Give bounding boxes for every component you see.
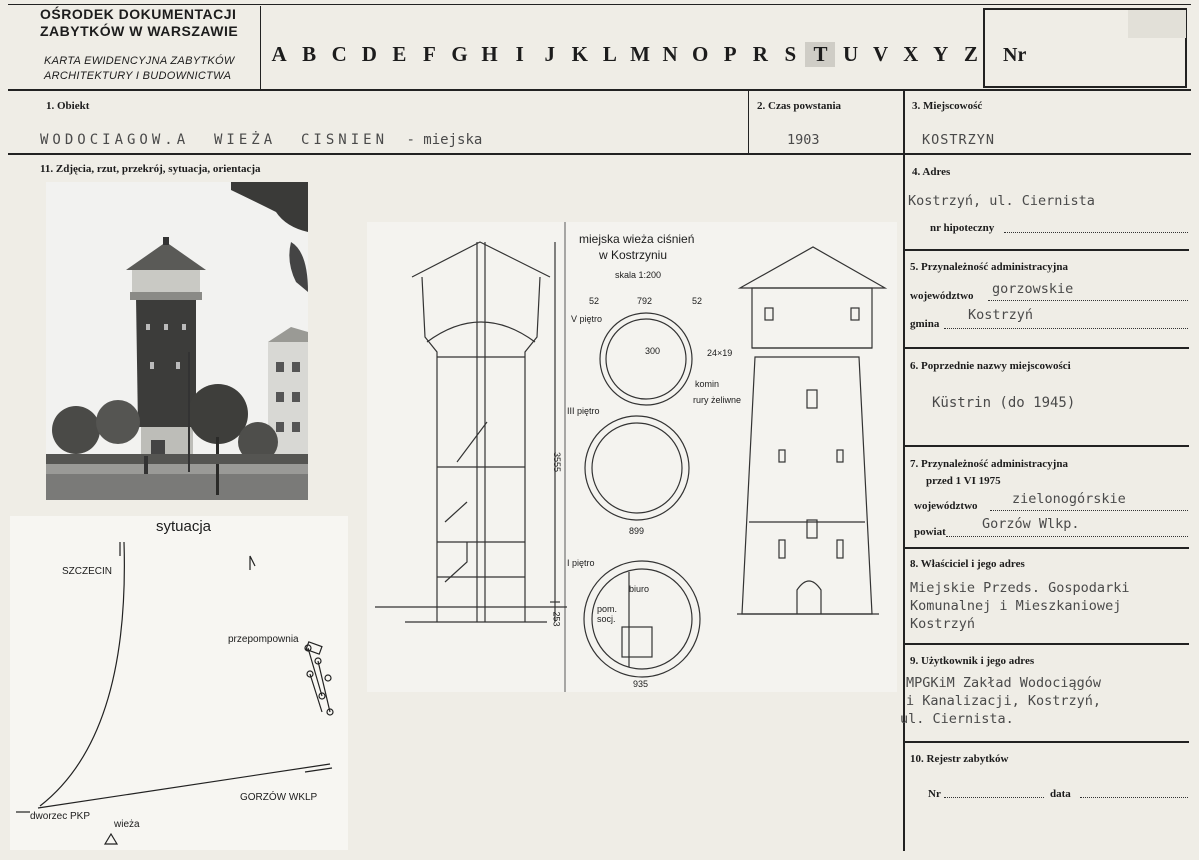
dim-top-right: 52 <box>692 296 703 306</box>
index-letter: F <box>423 42 436 66</box>
index-letter: H <box>481 42 498 66</box>
org-line2: ZABYTKÓW W WARSZAWIE <box>40 23 239 39</box>
wlasciciel-value <box>910 579 1129 633</box>
wlasciciel-line1: Miejskie Przeds. Gospodarki <box>910 580 1130 596</box>
sep-6 <box>905 445 1189 447</box>
powiat-line <box>946 536 1188 537</box>
gorzow-label: GORZÓW WKLP <box>240 792 318 803</box>
sep-5 <box>905 347 1189 349</box>
rejestr-nr-label: Nr <box>928 788 941 800</box>
obiekt-label: 1. Obiekt <box>46 100 90 112</box>
drawing-title2: w Kostrzyniu <box>599 248 668 262</box>
index-letter: K <box>571 42 588 66</box>
przepompownia-label: przepompownia <box>228 634 299 645</box>
index-letter: G <box>451 42 468 66</box>
poprzednie-value: Küstrin (do 1945) <box>932 395 1076 411</box>
sep-8 <box>905 643 1189 645</box>
pom-soc-label <box>597 604 617 624</box>
org-title <box>40 6 238 40</box>
floor5-label: V piętro <box>571 314 603 324</box>
org-line1: OŚRODEK DOKUMENTACJI <box>40 6 237 22</box>
rejestr-data-label: data <box>1050 788 1071 800</box>
index-letter: U <box>842 42 859 66</box>
uzytkownik-label: 9. Użytkownik i jego adres <box>910 655 1035 667</box>
uzytkownik-line2: i Kanalizacji, Kostrzyń, <box>906 693 1102 709</box>
nr-hipoteczny-line <box>1004 232 1188 233</box>
dim-24x19: 24×19 <box>707 348 733 358</box>
sep-4 <box>905 249 1189 251</box>
nr-hipoteczny-label: nr hipoteczny <box>930 222 995 234</box>
obiekt-main: WODOCIAGOW.A WIEŻA CISNIEN <box>40 132 389 148</box>
index-letter: N <box>662 42 678 66</box>
floor1-label: I piętro <box>567 558 595 568</box>
technical-drawing-image <box>367 222 897 692</box>
rejestr-nr-line <box>944 797 1044 798</box>
zdjecia-label: 11. Zdjęcia, rzut, przekrój, sytuacja, orientacja <box>40 163 261 175</box>
index-letter: X <box>903 42 919 66</box>
poprzednie-label: 6. Poprzednie nazwy miejscowości <box>910 360 1071 372</box>
przynaleznosc-label: 5. Przynależność administracyjna <box>910 261 1068 273</box>
wieza-label: wieża <box>114 819 140 830</box>
index-letter: O <box>691 42 709 66</box>
index-letter: D <box>361 42 377 66</box>
index-letter: I <box>515 42 524 66</box>
card-subtitle <box>44 54 235 84</box>
situation-sketch <box>10 516 348 850</box>
gmina-value: Kostrzyń <box>968 307 1034 323</box>
wojewodztwo-label: województwo <box>910 290 974 302</box>
wlasciciel-label: 8. Właściciel i jego adres <box>910 558 1025 570</box>
wojewodztwo-value: gorzowskie <box>992 281 1074 297</box>
powiat-label: powiat <box>914 526 946 538</box>
wojewodztwo-line <box>988 300 1188 301</box>
index-letter: E <box>392 42 407 66</box>
rury-label: rury żeliwne <box>693 395 742 405</box>
wlasciciel-line2: Komunalnej i Mieszkaniowej <box>910 598 1122 614</box>
uzytkownik-line1: MPGKiM Zakład Wodociągów <box>906 675 1102 691</box>
index-letter: J <box>544 42 555 66</box>
gmina-label: gmina <box>910 318 940 330</box>
dim-300: 300 <box>645 346 661 356</box>
miejscowosc-value: KOSTRZYN <box>922 132 996 148</box>
dim-899: 899 <box>629 526 645 536</box>
index-letter: M <box>630 42 650 66</box>
index-letter: Z <box>963 42 978 66</box>
drawing-title1: miejska wieża ciśnień <box>579 232 695 246</box>
obiekt-value <box>40 132 482 148</box>
przed-1975-label: przed 1 VI 1975 <box>926 475 1001 487</box>
uzytkownik-line3: ul. Ciernista. <box>900 711 1014 727</box>
wlasciciel-line3: Kostrzyń <box>910 616 976 632</box>
wojewodztwo-1975-line <box>990 510 1188 511</box>
dim-top-left: 52 <box>589 296 600 306</box>
miejscowosc-label: 3. Miejscowość <box>912 100 983 112</box>
dim-935: 935 <box>633 679 649 689</box>
adres-label: 4. Adres <box>912 166 951 178</box>
pom-soc-line1: pom. <box>597 604 618 614</box>
card-line2: ARCHITEKTURY I BUDOWNICTWA <box>44 70 232 82</box>
index-letter: L <box>602 42 617 66</box>
situation-title: sytuacja <box>156 518 212 535</box>
przynaleznosc-1975-label: 7. Przynależność administracyjna <box>910 458 1068 470</box>
wojewodztwo-1975-label: województwo <box>914 500 978 512</box>
frame-top <box>8 4 1191 5</box>
floor3-label: III piętro <box>567 406 600 416</box>
header-divider <box>8 89 1191 91</box>
rejestr-data-line <box>1080 797 1188 798</box>
nr-label: Nr <box>1003 44 1027 66</box>
dim-top-mid: 792 <box>637 296 653 306</box>
biuro-label: biuro <box>629 584 650 594</box>
szczecin-label: SZCZECIN <box>62 566 112 577</box>
row1-vline1 <box>748 91 749 154</box>
dworzec-label: dworzec PKP <box>30 811 91 822</box>
czas-label: 2. Czas powstania <box>757 100 842 112</box>
index-letter: C <box>331 42 347 66</box>
gmina-line <box>944 328 1188 329</box>
tower-photo <box>46 182 308 500</box>
header-vline <box>260 6 261 90</box>
pom-soc-line2: socj. <box>597 614 616 624</box>
row1-divider <box>8 153 1191 155</box>
adres-value: Kostrzyń, ul. Ciernista <box>908 193 1095 209</box>
right-column-divider <box>903 91 905 851</box>
index-letter: A <box>271 42 287 66</box>
index-letter: B <box>302 42 317 66</box>
technical-drawing <box>367 222 897 692</box>
powiat-value: Gorzów Wlkp. <box>982 516 1080 532</box>
sep-7 <box>905 547 1189 549</box>
index-letter: P <box>723 42 737 66</box>
index-letter: V <box>873 42 889 66</box>
sep-9 <box>905 741 1189 743</box>
rejestr-label: 10. Rejestr zabytków <box>910 753 1009 765</box>
dim-3555: 3555 <box>552 451 563 473</box>
alphabet-index <box>264 42 986 67</box>
index-letter: R <box>752 42 768 66</box>
index-letter: Y <box>933 42 949 66</box>
obiekt-suffix: - miejska <box>406 132 483 148</box>
index-letter: S <box>784 42 797 66</box>
czas-value: 1903 <box>787 132 820 148</box>
dim-253: 253 <box>551 611 562 627</box>
wojewodztwo-1975-value: zielonogórskie <box>1012 491 1126 507</box>
index-letter-highlighted: T <box>805 42 835 67</box>
nr-stamp <box>1128 10 1186 38</box>
tower-photo-image <box>46 182 308 500</box>
uzytkownik-value <box>900 674 1102 728</box>
komin-label: komin <box>695 379 720 389</box>
drawing-scale: skala 1:200 <box>615 270 662 280</box>
card-line1: KARTA EWIDENCYJNA ZABYTKÓW <box>44 55 235 67</box>
